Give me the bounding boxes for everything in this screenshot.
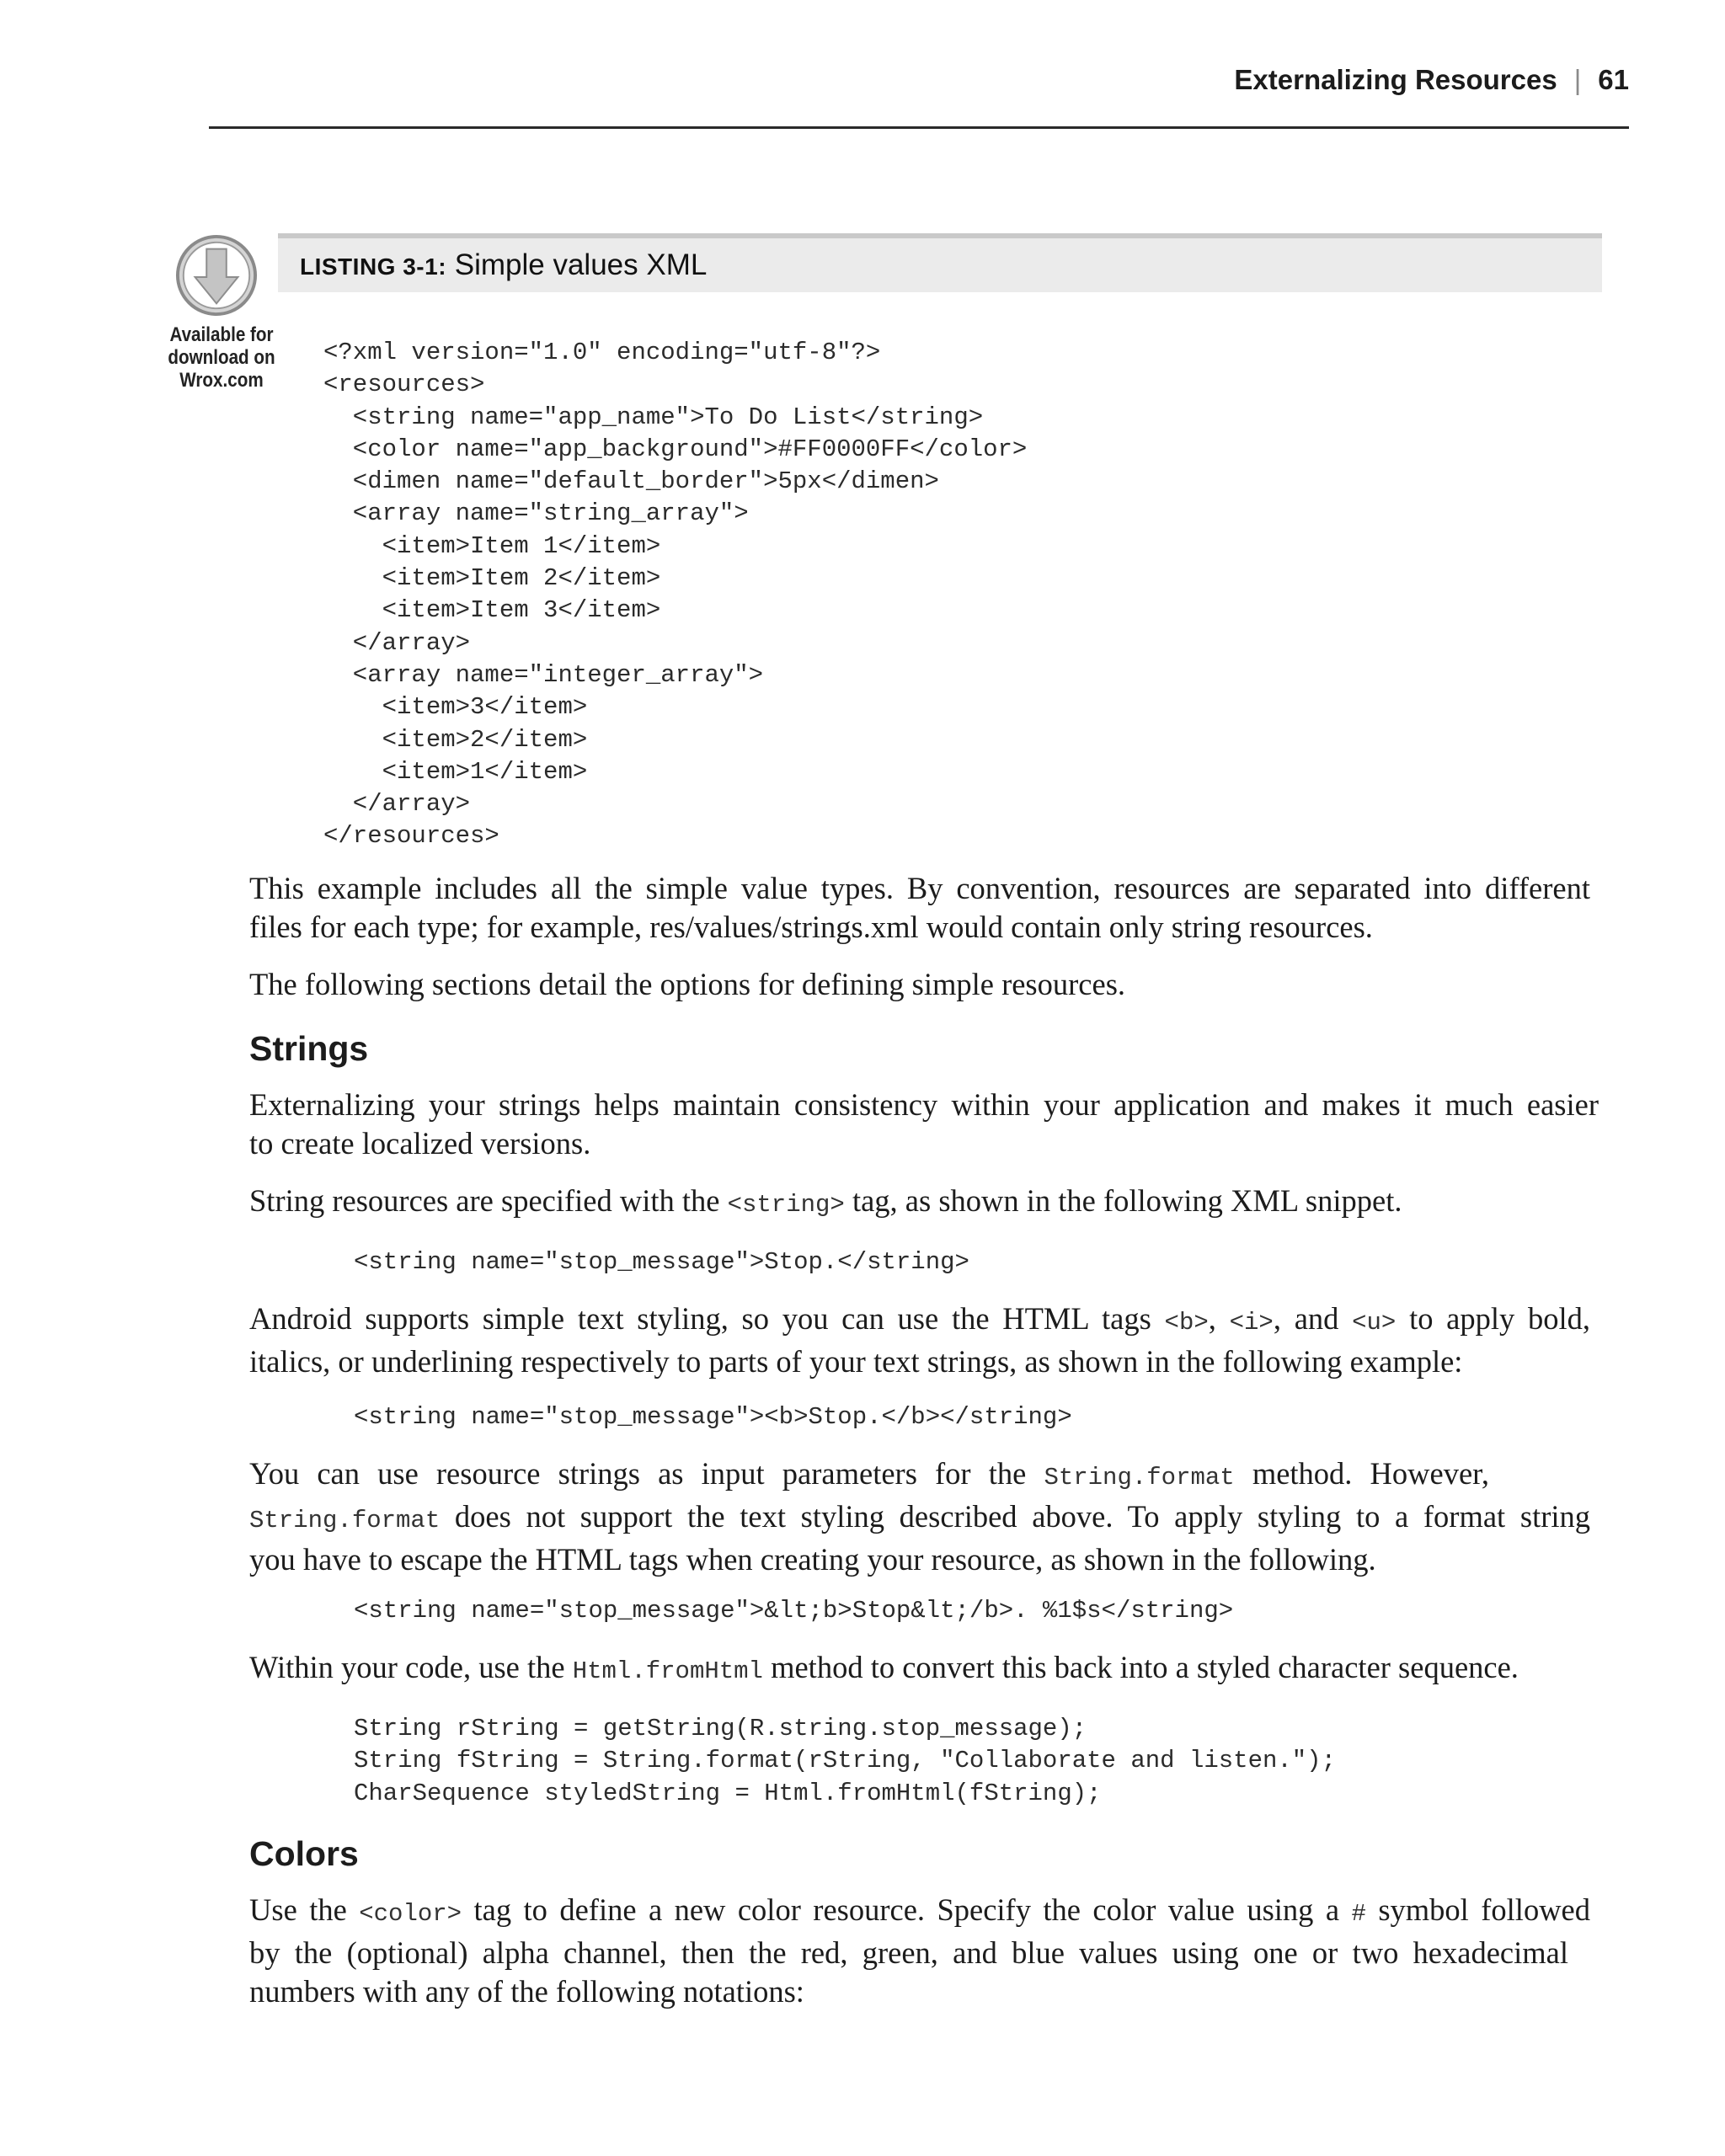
text-line <box>249 1299 1590 1342</box>
code-snippet: <string name="stop_message">Stop.</string> <box>354 1248 969 1276</box>
text-run: tag to define a new color resource. Specify the color value using a <box>462 1892 1352 1927</box>
paragraph <box>249 1891 1590 2011</box>
text-line <box>249 1650 1519 1684</box>
header-separator: | <box>1573 64 1582 95</box>
download-badge-line: Available for <box>169 323 274 346</box>
text-line: This example includes all the simple value types. By convention, resources are separated into different <box>249 871 1590 905</box>
text-run: Use the <box>249 1892 360 1927</box>
text-line: italics, or underlining respectively to parts of your text strings, as shown in the following example: <box>249 1344 1463 1379</box>
text-line: numbers with any of the following notations: <box>249 1974 804 2009</box>
section-title: Externalizing Resources <box>1234 64 1557 95</box>
inline-code: # <box>1351 1900 1366 1928</box>
inline-code: <b> <box>1164 1309 1209 1337</box>
listing-name: Simple values XML <box>454 248 708 281</box>
text-run: , <box>1208 1301 1230 1336</box>
text-line <box>249 1183 1402 1218</box>
listing-title-bar <box>278 233 1602 292</box>
text-run: method to convert this back into a styled character sequence. <box>762 1650 1519 1684</box>
section-heading-strings: Strings <box>249 1029 369 1068</box>
paragraph <box>249 1086 1599 1163</box>
running-header <box>209 61 1629 129</box>
code-snippet: <string name="stop_message">&lt;b>Stop&lt;/b>. %1$s</string> <box>354 1597 1234 1625</box>
text-run: Android supports simple text styling, so you can use the HTML tags <box>249 1301 1165 1336</box>
listing-code-block: <?xml version="1.0" encoding="utf-8"?> <resources> <string name="app_name">To Do List</string> <color name="app_background">#FF0000FF</color> <dimen name="default_border">5px</dimen> <array name="string_array"> <item>Item 1</item> <item>Item 2</item> <item>Item 3</item> </array> <array name="integer_array"> <item>3</item> <item>2</item> <item>1</item> </array> </resources> <box>323 339 1028 851</box>
download-badge-text <box>155 323 288 392</box>
text-run: symbol followed <box>1365 1892 1591 1927</box>
text-line: files for each type; for example, res/values/strings.xml would contain only string resources. <box>249 910 1373 944</box>
paragraph <box>249 1299 1590 1381</box>
text-line <box>249 1454 1489 1497</box>
text-line: by the (optional) alpha channel, then the red, green, and blue values using one or two hexadecimal <box>249 1935 1568 1970</box>
text-run: to apply bold, <box>1396 1301 1591 1336</box>
listing-title <box>300 248 707 282</box>
inline-code: String.format <box>249 1507 441 1534</box>
page-number: 61 <box>1598 64 1629 95</box>
inline-code: String.format <box>1044 1464 1235 1492</box>
header-text <box>1234 64 1629 96</box>
text-run: method. However, <box>1234 1456 1489 1491</box>
text-run: tag, as shown in the following XML snippet. <box>844 1183 1402 1218</box>
paragraph <box>249 1182 1402 1225</box>
download-icon <box>175 234 258 317</box>
inline-code: <i> <box>1229 1309 1274 1337</box>
code-snippet: <string name="stop_message"><b>Stop.</b></string> <box>354 1403 1072 1431</box>
text-line <box>249 1891 1590 1934</box>
inline-code: Html.fromHtml <box>572 1657 763 1685</box>
text-run: String resources are specified with the <box>249 1183 728 1218</box>
inline-code: <u> <box>1352 1309 1397 1337</box>
paragraph <box>249 1648 1519 1691</box>
inline-code: <string> <box>727 1191 845 1219</box>
paragraph <box>249 965 1125 1004</box>
paragraph <box>249 1454 1590 1579</box>
code-snippet: String rString = getString(R.string.stop_message); String fString = String.format(rString, "Collaborate and listen."); CharSequence styledString = Html.fromHtml(fString); <box>354 1715 1336 1807</box>
paragraph <box>249 869 1590 947</box>
listing-label: LISTING 3-1: <box>300 253 447 280</box>
text-line: Externalizing your strings helps maintain consistency within your application and makes it much easier <box>249 1087 1599 1122</box>
text-line: to create localized versions. <box>249 1126 591 1161</box>
text-line <box>249 1497 1590 1540</box>
text-run: does not support the text styling described above. To apply styling to a format string <box>440 1499 1590 1534</box>
text-run: You can use resource strings as input parameters for the <box>249 1456 1044 1491</box>
inline-code: <color> <box>359 1900 462 1928</box>
text-line: The following sections detail the options for defining simple resources. <box>249 967 1126 1001</box>
download-badge-line: Wrox.com <box>179 369 264 392</box>
section-heading-colors: Colors <box>249 1834 359 1873</box>
download-badge-line: download on <box>168 346 275 369</box>
text-run: Within your code, use the <box>249 1650 573 1684</box>
text-line: you have to escape the HTML tags when creating your resource, as shown in the following. <box>249 1542 1376 1577</box>
text-run: , and <box>1273 1301 1353 1336</box>
